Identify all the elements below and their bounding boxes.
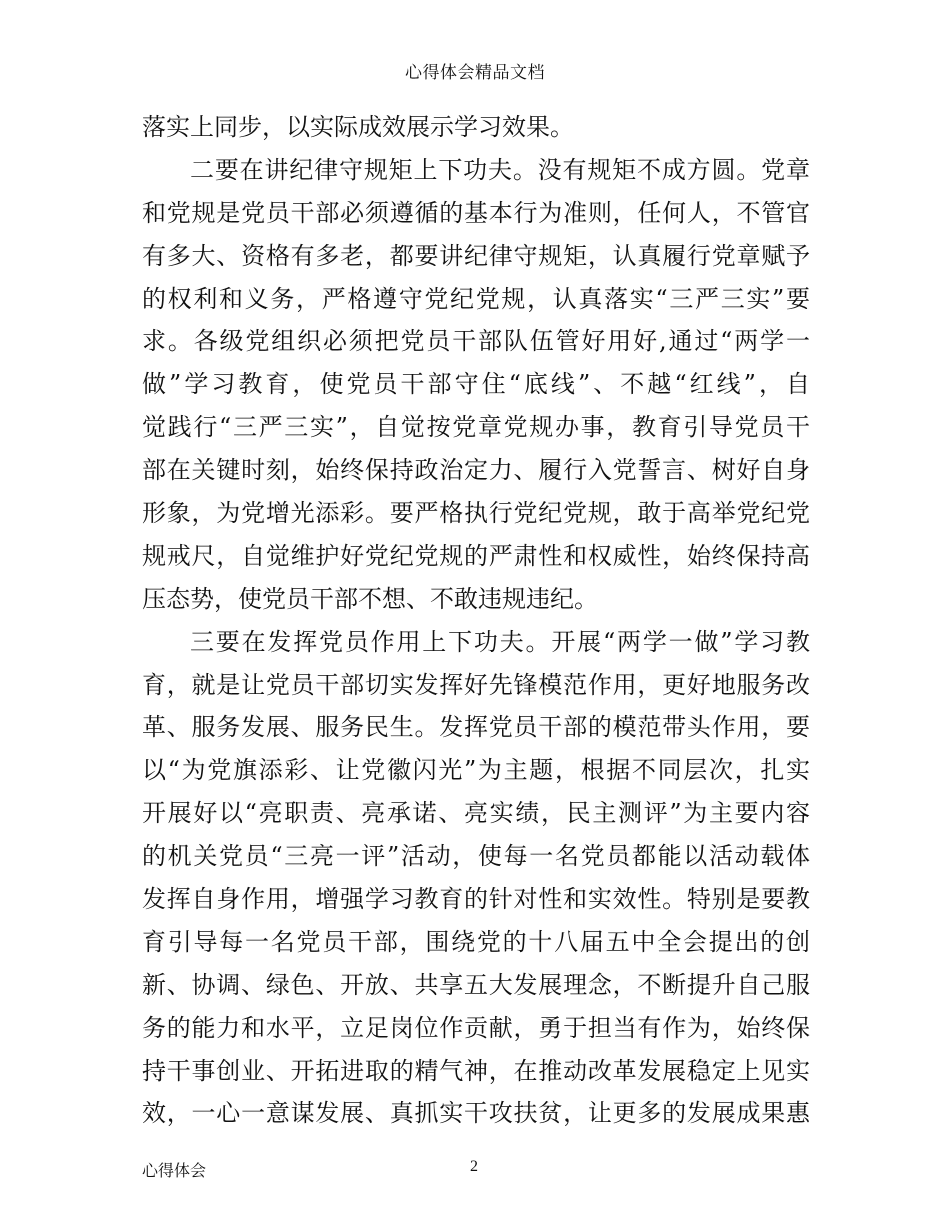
- text-line: 部在关键时刻，始终保持政治定力、履行入党誓言、树好自身: [142, 456, 810, 485]
- text-line: 二要在讲纪律守规矩上下功夫。没有规矩不成方圆。党章: [190, 155, 810, 184]
- text-line: 育，就是让党员干部切实发挥好先锋模范作用，更好地服务改: [142, 670, 810, 699]
- text-line: 落实上同步，以实际成效展示学习效果。: [142, 113, 574, 141]
- text-line: 效，一心一意谋发展、真抓实干攻扶贫，让更多的发展成果惠: [142, 1099, 810, 1128]
- text-line: 的权利和义务，严格遵守党纪党规，认真落实“三严三实”要: [142, 284, 810, 313]
- page-number: 2: [470, 1158, 478, 1175]
- text-line: 发挥自身作用，增强学习教育的针对性和实效性。特别是要教: [142, 885, 810, 914]
- text-line: 有多大、资格有多老，都要讲纪律守规矩，认真履行党章赋予: [142, 241, 810, 270]
- text-line: 做”学习教育，使党员干部守住“底线”、不越“红线”，自: [142, 370, 810, 399]
- text-line: 开展好以“亮职责、亮承诺、亮实绩，民主测评”为主要内容: [142, 799, 810, 828]
- text-line: 以“为党旗添彩、让党徽闪光”为主题，根据不同层次，扎实: [142, 756, 810, 785]
- footer-label: 心得体会: [142, 1161, 207, 1180]
- text-line: 的机关党员“三亮一评”活动，使每一名党员都能以活动载体: [142, 842, 810, 871]
- text-line: 新、协调、绿色、开放、共享五大发展理念，不断提升自己服: [142, 970, 810, 999]
- text-line: 求。各级党组织必须把党员干部队伍管好用好,通过“两学一: [142, 327, 810, 356]
- document-body: [142, 106, 810, 1135]
- text-line: 持干事创业、开拓进取的精气神，在推动改革发展稳定上见实: [142, 1056, 810, 1085]
- text-line: 革、服务发展、服务民生。发挥党员干部的模范带头作用，要: [142, 713, 810, 742]
- text-line: 形象，为党增光添彩。要严格执行党纪党规，敢于高举党纪党: [142, 499, 810, 528]
- text-line: 觉践行“三严三实”，自觉按党章党规办事，教育引导党员干: [142, 413, 810, 442]
- text-line: 和党规是党员干部必须遵循的基本行为准则，任何人，不管官: [142, 198, 810, 227]
- text-line: 压态势，使党员干部不想、不敢违规违纪。: [142, 584, 598, 613]
- text-line: 规戒尺，自觉维护好党纪党规的严肃性和权威性，始终保持高: [142, 541, 810, 570]
- text-line: 务的能力和水平，立足岗位作贡献，勇于担当有作为，始终保: [142, 1013, 810, 1042]
- text-line: 三要在发挥党员作用上下功夫。开展“两学一做”学习教: [190, 627, 810, 656]
- text-line: 育引导每一名党员干部，围绕党的十八届五中全会提出的创: [142, 927, 810, 956]
- page-header: 心得体会精品文档: [405, 63, 545, 83]
